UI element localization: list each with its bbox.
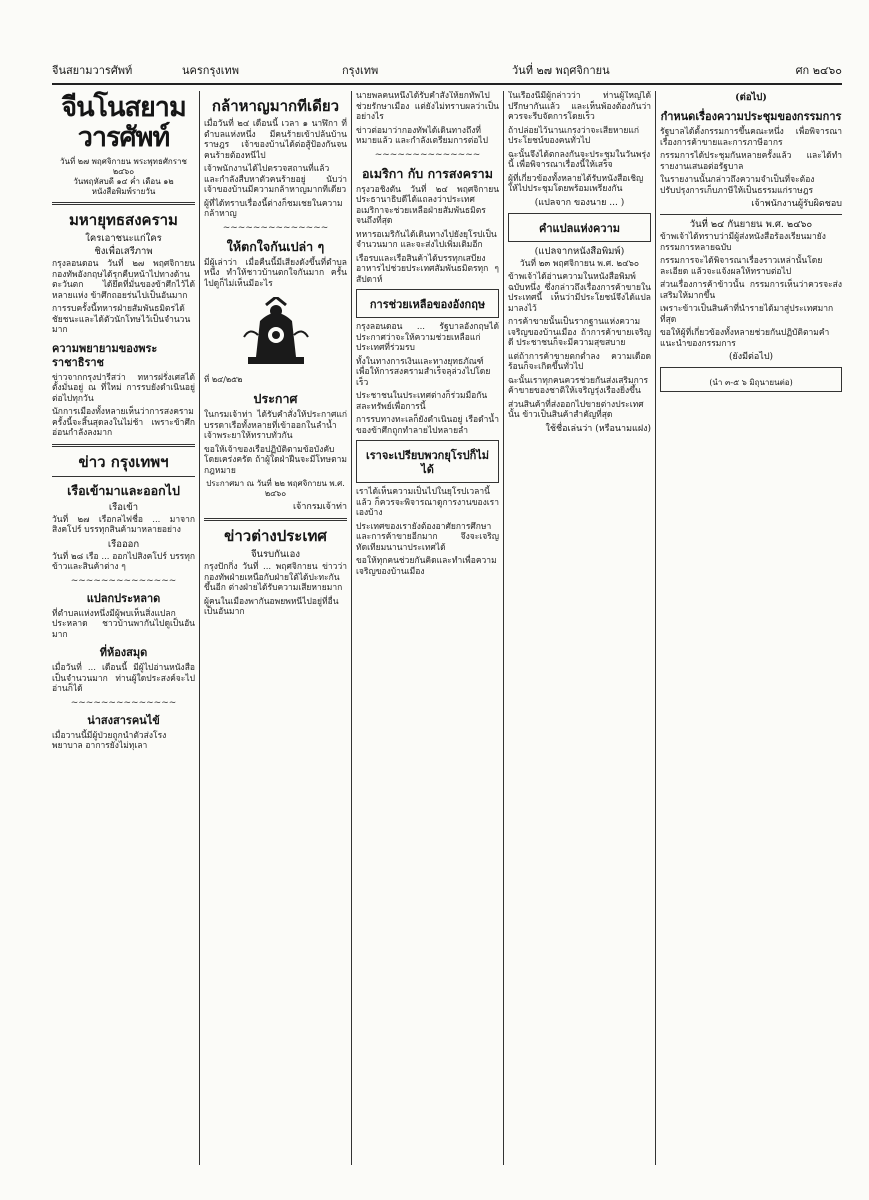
paragraph: รัฐบาลได้ตั้งกรรมการขึ้นคณะหนึ่ง เพื่อพิจารณาเรื่องการค้าขายและการภาษีอากร [660, 127, 842, 148]
royal-emblem-icon [236, 297, 316, 369]
ships-out-label: เรือออก [107, 538, 140, 550]
ornament-divider: ~~~~~~~~~~~~~~ [222, 222, 329, 233]
newspaper-page [52, 55, 842, 1165]
paragraph: ขอให้ผู้ที่เกี่ยวข้องทั้งหลายช่วยกันปฏิบัติตามคำแนะนำของกรรมการ [660, 328, 830, 349]
column-4 [508, 91, 651, 1165]
article-headline: ให้ตกใจกันเปล่า ๆ [226, 238, 325, 254]
paragraph: กรุงวอชิงตัน วันที่ ๒๔ พฤศจิกายน ประธานาธิบดีได้แถลงว่าประเทศอเมริกาจะช่วยเหลือฝ่ายสัมพันธมิตรจนถึงที่สุด [356, 184, 499, 226]
column-divider [199, 91, 200, 1165]
paragraph: ผู้ที่ได้ทราบเรื่องนี้ต่างก็ชมเชยในความกล้าหาญ [204, 198, 343, 219]
section-heading: น่าสงสารคนไข้ [87, 713, 160, 727]
paragraph: นายพลคนหนึ่งได้รับคำสั่งให้ยกทัพไปช่วยรักษาเมือง แต่ยังไม่ทราบผลว่าเป็นอย่างไร [356, 91, 499, 122]
divider [52, 444, 195, 447]
ships-in-label: เรือเข้า [108, 501, 139, 513]
paragraph: เรือรบและเรือสินค้าได้บรรทุกเสบียงอาหารไปช่วยประเทศสัมพันธมิตรทุก ๆ สัปดาห์ [356, 253, 499, 285]
divider [204, 518, 347, 521]
war-subhead-2: ชิงเพื่อเสรีภาพ [94, 246, 153, 257]
paragraph: เราได้เห็นความเป็นไปในยุโรปเวลานี้แล้ว ก็ควรจะพิจารณาดูการงานของเราเองบ้าง [356, 487, 499, 518]
paragraph: เมื่อวันที่ ... เดือนนี้ มีผู้ไปอ่านหนังสือเป็นจำนวนมาก ท่านผู้ใดประสงค์จะไปอ่านก็ได้ [52, 663, 195, 694]
war-headline: มหายุทธสงคราม [69, 211, 178, 229]
article-subhead: (แปลจากหนังสือพิมพ์) [534, 245, 625, 257]
divider [52, 476, 195, 477]
ornament-divider: ~~~~~~~~~~~~~~ [70, 575, 177, 586]
nameplate: จีนโนสยามวารศัพท์ [61, 92, 186, 153]
paragraph: การรบครั้งนี้ทหารฝ่ายสัมพันธมิตรได้ชัยชนะและได้ตัวนักโทษไว้เป็นจำนวนมาก [52, 304, 191, 335]
paragraph: ผู้คนในเมืองพากันอพยพหนีไปอยู่ที่อื่นเป็นอันมาก [204, 596, 339, 617]
article-signature: (แปลจาก ของนาย ... ) [534, 197, 625, 208]
paragraph: ฉะนั้นเราทุกคนควรช่วยกันส่งเสริมการค้าขายของชาติให้เจริญรุ่งเรืองยิ่งขึ้น [508, 375, 649, 396]
paragraph: ทั้งในทางการเงินและทางยุทธภัณฑ์ เพื่อให้การสงครามสำเร็จลุล่วงไปโดยเร็ว [356, 356, 491, 388]
divider [52, 202, 195, 205]
masthead-rule [52, 83, 842, 85]
ornament-divider: ~~~~~~~~~~~~~~ [70, 697, 177, 708]
paragraph: นักการเมืองทั้งหลายเห็นว่าการสงครามครั้งนี้จะสิ้นสุดลงในไม่ช้า เพราะข้าศึกอ่อนกำลังลงมาก [52, 407, 195, 438]
article-headline: เราจะเปรียบพวกยุโรปก็ไม่ได้ [365, 449, 490, 476]
paragraph: กรุงปักกิ่ง วันที่ ... พฤศจิกายน ข่าวว่ากองทัพฝ่ายเหนือกับฝ่ายใต้ได้ปะทะกันขึ้นอีก ต่างฝ่ายได้รับความเสียหายมาก [204, 562, 347, 593]
paragraph: ส่วนสินค้าที่ส่งออกไปขายต่างประเทศนั้น ข้าวเป็นสินค้าสำคัญที่สุด [508, 399, 644, 420]
paragraph: ข้าพเจ้าได้ทราบว่ามีผู้ส่งหนังสือร้องเรียนมายังกรรมการหลายฉบับ [660, 232, 826, 253]
paragraph: กรุงลอนดอน ... รัฐบาลอังกฤษได้ประกาศว่าจะให้ความช่วยเหลือแก่ประเทศที่ร่วมรบ [356, 322, 499, 353]
divider [660, 214, 842, 215]
masthead-paper-name: นครกรุงเทพ [182, 64, 239, 77]
section-heading: ความพยายามของพระราชาธิราช [52, 341, 158, 369]
masthead-city: กรุงเทพ [342, 64, 379, 77]
column-divider [503, 91, 504, 1165]
dateline: วันที่ ๒๔ กันยายน พ.ศ. ๒๔๖๐ [689, 219, 813, 230]
article-headline: คำแปลแห่งความ [538, 221, 621, 235]
column-2 [204, 91, 347, 1165]
continued-label: (ต่อไป) [735, 92, 767, 103]
paragraph: การรบทางทะเลก็ยังดำเนินอยู่ เรือดำน้ำของข้าศึกถูกทำลายไปหลายลำ [356, 415, 499, 436]
paragraph: ถ้าปล่อยไว้นานเกรงว่าจะเสียหายแก่ประโยชน์ของคนทั่วไป [508, 125, 639, 146]
nameplate-note: หนังสือพิมพ์รายวัน [91, 187, 156, 196]
section-heading: แปลกประหลาด [86, 591, 161, 605]
paragraph: ขอให้เจ้าของเรือปฏิบัติตามข้อบังคับโดยเคร่งครัด ถ้าผู้ใดฝ่าฝืนจะมีโทษตามกฎหมาย [204, 444, 347, 476]
paragraph: เมื่อวันที่ ๒๔ เดือนนี้ เวลา ๑ นาฬิกา ที่ตำบลแห่งหนึ่ง มีคนร้ายเข้าปล้นบ้านราษฎร เจ้าของบ้านได้ต่อสู้ป้องกันจนคนร้ายต้องหนีไป [204, 119, 347, 161]
masthead [52, 55, 842, 79]
proclamation-heading: ประกาศ [253, 391, 298, 406]
paragraph: ข่าวต่อมาว่ากองทัพได้เดินทางถึงที่หมายแล้ว และกำลังเตรียมการต่อไป [356, 125, 489, 146]
paragraph: เจ้าพนักงานได้ไปตรวจสถานที่แล้ว และกำลังสืบหาตัวคนร้ายอยู่ นับว่าเจ้าของบ้านมีความกล้าหาญมากทีเดียว [204, 164, 347, 195]
article-subhead: จีนรบกันเอง [250, 549, 301, 560]
paragraph: ผู้ที่เกี่ยวข้องทั้งหลายได้รับหนังสือเชิญให้ไปประชุมโดยพร้อมเพรียงกัน [508, 173, 644, 194]
column-divider [655, 91, 656, 1165]
paragraph: วันที่ ๒๘ เรือ ... ออกไปสิงคโปร์ บรรทุกข้าวและสินค้าต่าง ๆ [52, 551, 195, 572]
continued-note: (ยังมีต่อไป) [728, 352, 774, 362]
paragraph: ประเทศของเรายังต้องอาศัยการศึกษาและการค้าขายอีกมาก จึงจะเจริญทัดเทียมนานาประเทศได้ [356, 521, 499, 553]
paragraph: แต่ถ้าการค้าขายตกต่ำลง ความเดือดร้อนก็จะเกิดขึ้นทั่วไป [508, 351, 651, 372]
war-subhead: ใครเอาชนะแก่ใคร [85, 233, 162, 244]
paragraph: ในเรื่องนี้มีผู้กล่าวว่า ท่านผู้ใหญ่ได้ปรึกษากันแล้ว และเห็นพ้องต้องกันว่าควรจะรีบจัดการโดยเร็ว [508, 91, 651, 122]
masthead-left: จีนสยามวารศัพท์ [52, 64, 133, 77]
article-headline: กล้าหาญมากทีเดียว [211, 97, 340, 115]
paragraph: มีผู้เล่าว่า เมื่อคืนนี้มีเสียงดังขึ้นที่ตำบลหนึ่ง ทำให้ชาวบ้านตกใจกันมาก ครั้นไปดูก็ไม่เห็นมีอะไร [204, 257, 347, 289]
notice-number: ที่ ๒๔/๒๕๒ [204, 375, 243, 384]
article-signature: เจ้าพนักงานผู้รับผิดชอบ [751, 199, 842, 209]
article-headline: อเมริกา กับ การสงคราม [362, 165, 493, 181]
paragraph: ในรายงานนั้นกล่าวถึงความจำเป็นที่จะต้องปรับปรุงการเก็บภาษีให้เป็นธรรมแก่ราษฎร [660, 175, 815, 196]
column-divider [351, 91, 352, 1165]
article-signature: ใช้ชื่อเล่นว่า (หรือนามแฝง) [545, 423, 651, 434]
column-1 [52, 91, 195, 1165]
paragraph: วันที่ ๒๗ เรือกลไฟชื่อ ... มาจากสิงคโปร์ บรรทุกสินค้ามาหลายอย่าง [52, 514, 195, 535]
paragraph: ข่าวจากกรุงปารีสว่า ทหารฝรั่งเศสได้ตั้งมั่นอยู่ ณ ที่ใหม่ การรบยังดำเนินอยู่ต่อไปทุกวัน [52, 372, 195, 404]
masthead-date: วันที่ ๒๗ พฤศจิกายน [512, 64, 610, 77]
paragraph: ข้าพเจ้าได้อ่านความในหนังสือพิมพ์ฉบับหนึ่ง ซึ่งกล่าวถึงเรื่องการค้าขายในประเทศนี้ เห็นว่ามีประโยชน์จึงได้แปลมาลงไว้ [508, 272, 651, 314]
paragraph: ขอให้ทุกคนช่วยกันคิดและทำเพื่อความเจริญของบ้านเมือง [356, 556, 497, 577]
paragraph: การค้าขายนั้นเป็นรากฐานแห่งความเจริญของบ้านเมือง ถ้าการค้าขายเจริญดี ประชาชนก็จะมีความสุขสบาย [508, 317, 651, 348]
dateline: วันที่ ๒๓ พฤศจิกายน พ.ศ. ๒๔๖๐ [519, 258, 640, 269]
issue-footer [660, 367, 842, 392]
paragraph: กรุงลอนดอน วันที่ ๒๗ พฤศจิกายน กองทัพอังกฤษได้รุกคืบหน้าไปทางด้านตะวันตก ได้ยึดที่มั่นของข้าศึกไว้ได้หลายแห่ง ข้าศึกถอยร่นไปเป็นอันมาก [52, 259, 195, 301]
paragraph: กรรมการจะได้พิจารณาเรื่องราวเหล่านั้นโดยละเอียด แล้วจะแจ้งผลให้ทราบต่อไป [660, 256, 823, 277]
column-5 [660, 91, 842, 1165]
foreign-news-headline: ข่าวต่างประเทศ [224, 527, 327, 545]
paragraph: เมื่อวานนี้มีผู้ป่วยถูกนำตัวส่งโรงพยาบาล อาการยังไม่ทุเลา [52, 730, 167, 751]
paragraph: ที่ตำบลแห่งหนึ่งมีผู้พบเห็นสิ่งแปลกประหลาด ชาวบ้านพากันไปดูเป็นอันมาก [52, 608, 195, 640]
issue-footer-text: (นำ ๓-๕ ๖ มิถุนายนต่อ) [709, 378, 793, 387]
paragraph: ทหารอเมริกันได้เดินทางไปยังยุโรปเป็นจำนวนมาก และจะส่งไปเพิ่มเติมอีก [356, 229, 497, 250]
paragraph: ฉะนั้นจึงได้ตกลงกันจะประชุมในวันพรุ่งนี้ เพื่อพิจารณาเรื่องนี้ให้เสร็จ [508, 149, 651, 170]
proclamation-signature: เจ้ากรมเจ้าท่า [292, 502, 347, 512]
article-headline: กำหนดเรื่องความประชุมของกรรมการ [660, 110, 842, 123]
ornament-divider: ~~~~~~~~~~~~~~ [374, 149, 481, 160]
paragraph: เพราะข้าวเป็นสินค้าที่นำรายได้มาสู่ประเทศมากที่สุด [660, 304, 834, 325]
nameplate-date: วันที่ ๒๗ พฤศจิกายน พระพุทธศักราช ๒๔๖๐ [60, 157, 187, 176]
column-3 [356, 91, 499, 1165]
article-headline: การช่วยเหลือของอังกฤษ [369, 298, 486, 311]
nameplate-day: วันพฤหัสบดี ๑๔ ค่ำ เดือน ๑๒ [73, 177, 174, 186]
local-news-headline: ข่าว กรุงเทพฯ [78, 452, 169, 471]
section-heading: ที่ห้องสมุด [99, 646, 148, 659]
masthead-year: ศก ๒๔๖๐ [795, 64, 842, 77]
paragraph: ประชาชนในประเทศต่างก็ร่วมมือกันสละทรัพย์เพื่อการนี้ [356, 391, 488, 412]
paragraph: ในกรมเจ้าท่า ได้รับคำสั่งให้ประกาศแก่บรรดาเรือทั้งหลายที่เข้าออกในลำน้ำเจ้าพระยาให้ทราบทั่วกัน [204, 410, 347, 441]
proclamation-date: ประกาศมา ณ วันที่ ๒๒ พฤศจิกายน พ.ศ. ๒๔๖๐ [206, 479, 345, 498]
ships-headline: เรือเข้ามาและออกไป [67, 482, 180, 498]
paragraph: กรรมการได้ประชุมกันหลายครั้งแล้ว และได้ทำรายงานเสนอต่อรัฐบาล [660, 151, 842, 172]
paragraph: ส่วนเรื่องการค้าข้าวนั้น กรรมการเห็นว่าควรจะส่งเสริมให้มากขึ้น [660, 280, 842, 301]
